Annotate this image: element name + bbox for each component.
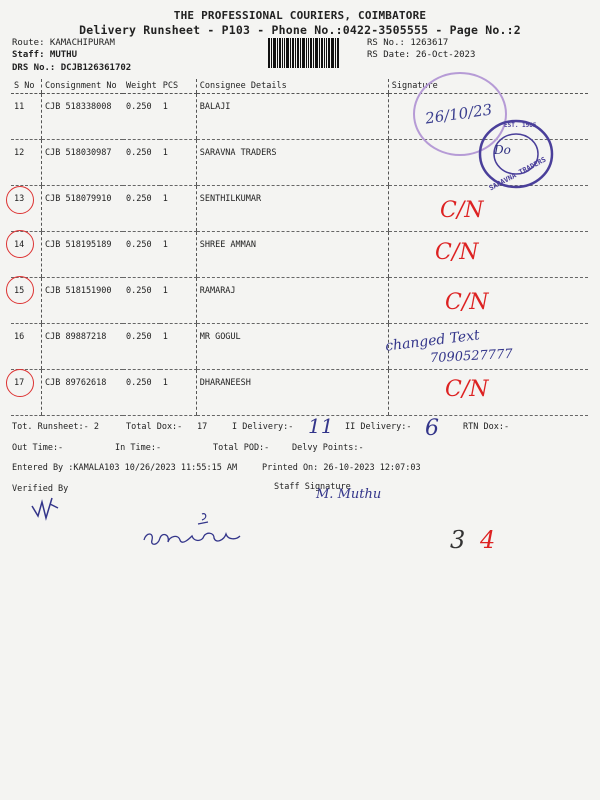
col-weight: Weight [123,79,160,94]
row16-note-line1: changed Text [384,327,481,355]
col-signature: Signature [388,79,588,94]
balaji-signature: 26/10/23 [424,100,494,128]
entered-by: Entered By :KAMALA103 10/26/2023 11:55:15 AM [12,463,238,473]
row-weight: 0.250 [123,232,160,278]
route: Route: KAMACHIPURAM [12,38,115,48]
ii-delivery-label: II Delivery:- [345,422,412,432]
company-title: THE PROFESSIONAL COURIERS, COIMBATORE [173,9,427,22]
staff: Staff: MUTHU [12,50,78,60]
total-dox-label: Total Dox:- [126,422,183,432]
stamp-est: EST. 1985 [504,122,537,129]
row-weight: 0.250 [123,140,160,186]
row-weight: 0.250 [123,370,160,416]
cn-mark-15: C/N [445,290,489,315]
col-pcs: PCS [160,79,197,94]
row-consignee: SHREE AMMAN [196,232,388,278]
cn-mark-13: C/N [440,198,484,223]
runsheet-title: Delivery Runsheet - P103 - Phone No.:0422-3505555 - Page No.:2 [79,23,521,37]
delvy-points: Delvy Points:- [292,443,364,453]
rs-date: RS Date: 26-Oct-2023 [367,50,476,60]
row-pcs: 1 [160,140,197,186]
printed-on: Printed On: 26-10-2023 12:07:03 [262,463,421,473]
row-weight: 0.250 [123,324,160,370]
row-weight: 0.250 [123,278,160,324]
tamil-signature [140,510,260,550]
row-sno: 13 [11,186,42,232]
table-row [11,370,588,416]
cn-mark-14: C/N [435,240,479,265]
total-dox-value: 17 [197,422,208,432]
ii-delivery-value: 6 [425,416,439,441]
row-pcs: 1 [160,186,197,232]
row-sno: 15 [11,278,42,324]
table-header-row [11,79,588,94]
col-consignment: Consignment No [42,79,124,94]
staff-signature: M. Muthu [316,487,382,502]
row-consignee: BALAJI [196,94,388,140]
row-15-circle-mark [6,276,34,304]
row-consignee: SARAVNA TRADERS [196,140,388,186]
cn-mark-17: C/N [445,377,489,402]
rtn-dox: RTN Dox:- [463,422,510,432]
rs-number: RS No.: 1263617 [367,38,449,48]
col-sno: S No [11,79,42,94]
drs-number: DRS No.: DCJB126361702 [12,63,132,73]
row-signature [388,232,588,278]
row-consignee: SENTHILKUMAR [196,186,388,232]
stamp-signature: Do [494,143,511,157]
row16-note-line2: 7090527777 [429,346,514,367]
table-row [11,186,588,232]
staff-signature-label: Staff Signature [274,482,351,492]
row-17-circle-mark [6,369,34,397]
stamp-text: SARAVNA TRADERS [487,155,548,193]
row-consignee: RAMARAJ [196,278,388,324]
table-row [11,278,588,324]
row-13-circle-mark [6,186,34,214]
in-time: In Time:- [115,443,162,453]
row-pcs: 1 [160,232,197,278]
verifier-signature [28,492,68,522]
col-consignee: Consignee Details [196,79,388,94]
row-weight: 0.250 [123,94,160,140]
row-sno: 12 [11,140,42,186]
handwritten-count-a: 3 [450,526,466,554]
row-pcs: 1 [160,94,197,140]
row-consignment: CJB 518338008 [42,94,124,140]
saravna-traders-stamp [478,118,554,193]
row-14-circle-mark [6,230,34,258]
table-row [11,232,588,278]
barcode [268,38,360,68]
verified-by: Verified By [12,484,69,494]
out-time: Out Time:- [12,443,64,453]
row-pcs: 1 [160,370,197,416]
row-pcs: 1 [160,278,197,324]
row-consignment: CJB 518151900 [42,278,124,324]
row-signature [388,186,588,232]
handwritten-count-b: 4 [480,526,496,554]
row-sno: 16 [11,324,42,370]
total-pod: Total POD:- [213,443,270,453]
row-consignment: CJB 518030987 [42,140,124,186]
row-sno: 14 [11,232,42,278]
row-pcs: 1 [160,324,197,370]
row-sno: 17 [11,370,42,416]
i-delivery-value: 11 [308,414,334,438]
row-consignment: CJB 518079910 [42,186,124,232]
row-consignment: CJB 518195189 [42,232,124,278]
row-weight: 0.250 [123,186,160,232]
row-consignee: MR GOGUL [196,324,388,370]
row-consignment: CJB 89887218 [42,324,124,370]
row-consignment: CJB 89762618 [42,370,124,416]
row-consignee: DHARANEESH [196,370,388,416]
row-sno: 11 [11,94,42,140]
tot-runsheet: Tot. Runsheet:- 2 [12,422,99,432]
i-delivery-label: I Delivery:- [232,422,294,432]
